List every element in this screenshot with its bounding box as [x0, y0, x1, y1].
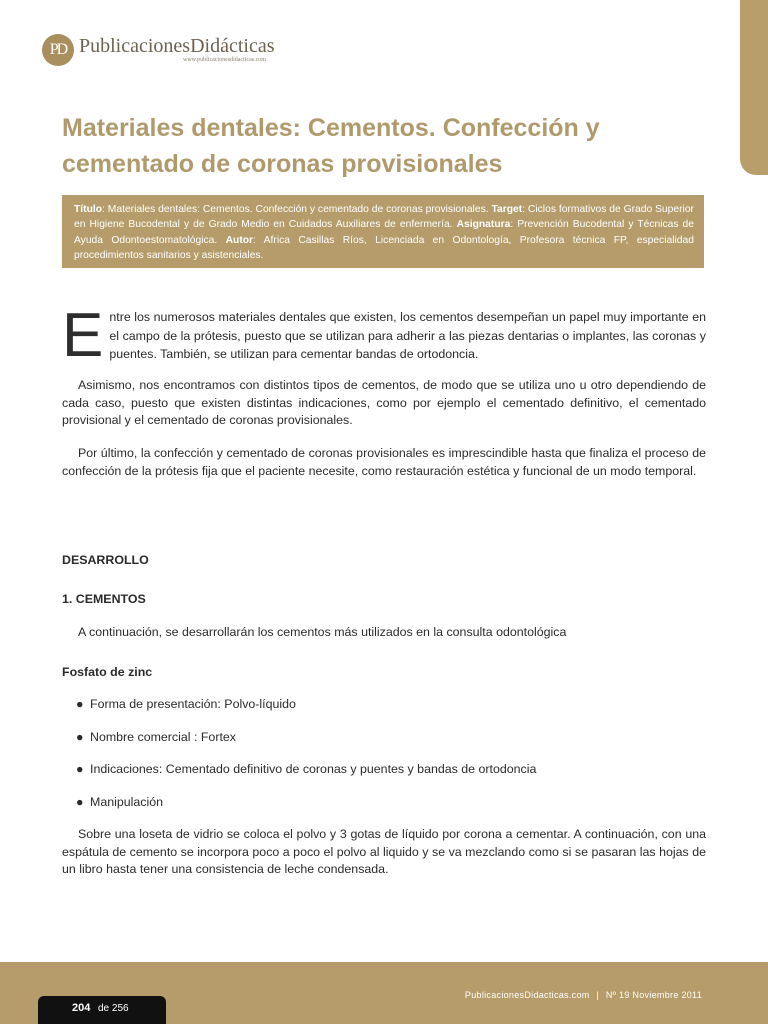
intro-paragraph-3: Por último, la confección y cementado de coronas provisionales es imprescindible hasta que finaliza el proceso de confección de la prótesis fija que el paciente necesite, como restauración estética y funcional de un modo temporal. [62, 446, 706, 478]
footer-site: PublicacionesDidacticas.com [464, 990, 590, 1000]
cementos-intro: A continuación, se desarrollarán los cementos más utilizados en la consulta odontológica [78, 625, 567, 639]
abstract-target-value: : Ciclos formativos de Grado Superior en Higiene Bucodental y de Grado Medio en Cuidados Auxiliares de enfermería. [74, 204, 694, 231]
bullet-item: ● Nombre comercial : Fortex [76, 730, 236, 744]
bullet-item: ● Indicaciones: Cementado definitivo de coronas y puentes y bandas de ortodoncia [76, 762, 537, 776]
logo-url: www.publicacionesdidacticas.com [183, 57, 266, 63]
footer-publication-info [465, 990, 702, 1000]
intro-paragraph-2: Asimismo, nos encontramos con distintos tipos de cementos, de modo que se utiliza uno u otro dependiendo de cada caso, puesto que existen distintas indicaciones, como por ejemplo el cementado definitivo, el cementado provisional y el cementado de coronas provisionales. [62, 378, 706, 427]
footer-issue: Nº 19 Noviembre 2011 [605, 990, 702, 1000]
abstract-autor-label: Autor [225, 234, 254, 246]
side-tab [740, 0, 768, 175]
bullet-item: ● Manipulación [76, 795, 164, 809]
footer-separator: | [596, 990, 600, 1000]
abstract-box [62, 195, 704, 268]
publicaciones-didacticas-logo [42, 34, 275, 66]
page-number: 204 [72, 1002, 91, 1014]
logo-name: PublicacionesDidácticas [79, 35, 275, 57]
drop-cap: E [62, 301, 104, 370]
abstract-titulo-label: Título [74, 204, 103, 215]
bullet-dot-icon: ● [76, 730, 84, 744]
intro-p1-text: ntre los numerosos materiales dentales que existen, los cementos desempeñan un papel muy importante en el campo de la prótesis, puesto que se utilizan para adherir a las piezas dentarias o implantes, las coronas y puentes. También, se utilizan para cementar bandas de ortodoncia. [109, 310, 706, 361]
heading-cementos: 1. CEMENTOS [62, 592, 146, 606]
abstract-autor-value: : Africa Casillas Ríos, Licenciada en Odontología, Profesora técnica FP, especialidad procedimientos sanitarios y asistenciales. [74, 234, 694, 261]
page-indicator [38, 996, 166, 1024]
page-total: de 256 [98, 1003, 129, 1014]
abstract-titulo-value: : Materiales dentales: Cementos. Confección y cementado de coronas provisionales. [102, 204, 489, 215]
intro-paragraph-1 [62, 301, 706, 370]
abstract-asignatura-label: Asignatura [456, 219, 511, 231]
bullet-dot-icon: ● [76, 762, 84, 776]
heading-fosfato-de-zinc: Fosfato de zinc [62, 665, 153, 679]
article-title: Materiales dentales: Cementos. Confección y cementado de coronas provisionales [62, 114, 600, 178]
abstract-asignatura-value: : Prevención Bucodental y Técnicas de Ayuda Odontoestomatológica. [74, 219, 694, 246]
bullet-dot-icon: ● [76, 697, 84, 711]
bullet-item: ● Forma de presentación: Polvo-líquido [76, 697, 296, 711]
heading-desarrollo: DESARROLLO [62, 553, 149, 567]
abstract-target-label: Target [491, 204, 523, 215]
manipulacion-paragraph: Sobre una loseta de vidrio se coloca el polvo y 3 gotas de líquido por corona a cementar. A continuación, con una espátula de cemento se incorpora poco a poco el polvo al liquido y se va mezclando como si se pasaran las hojas de un libro hasta tener una consistencia de leche condensada. [62, 827, 706, 876]
bullet-dot-icon: ● [76, 795, 84, 809]
pd-logo-icon: PD [42, 34, 74, 66]
